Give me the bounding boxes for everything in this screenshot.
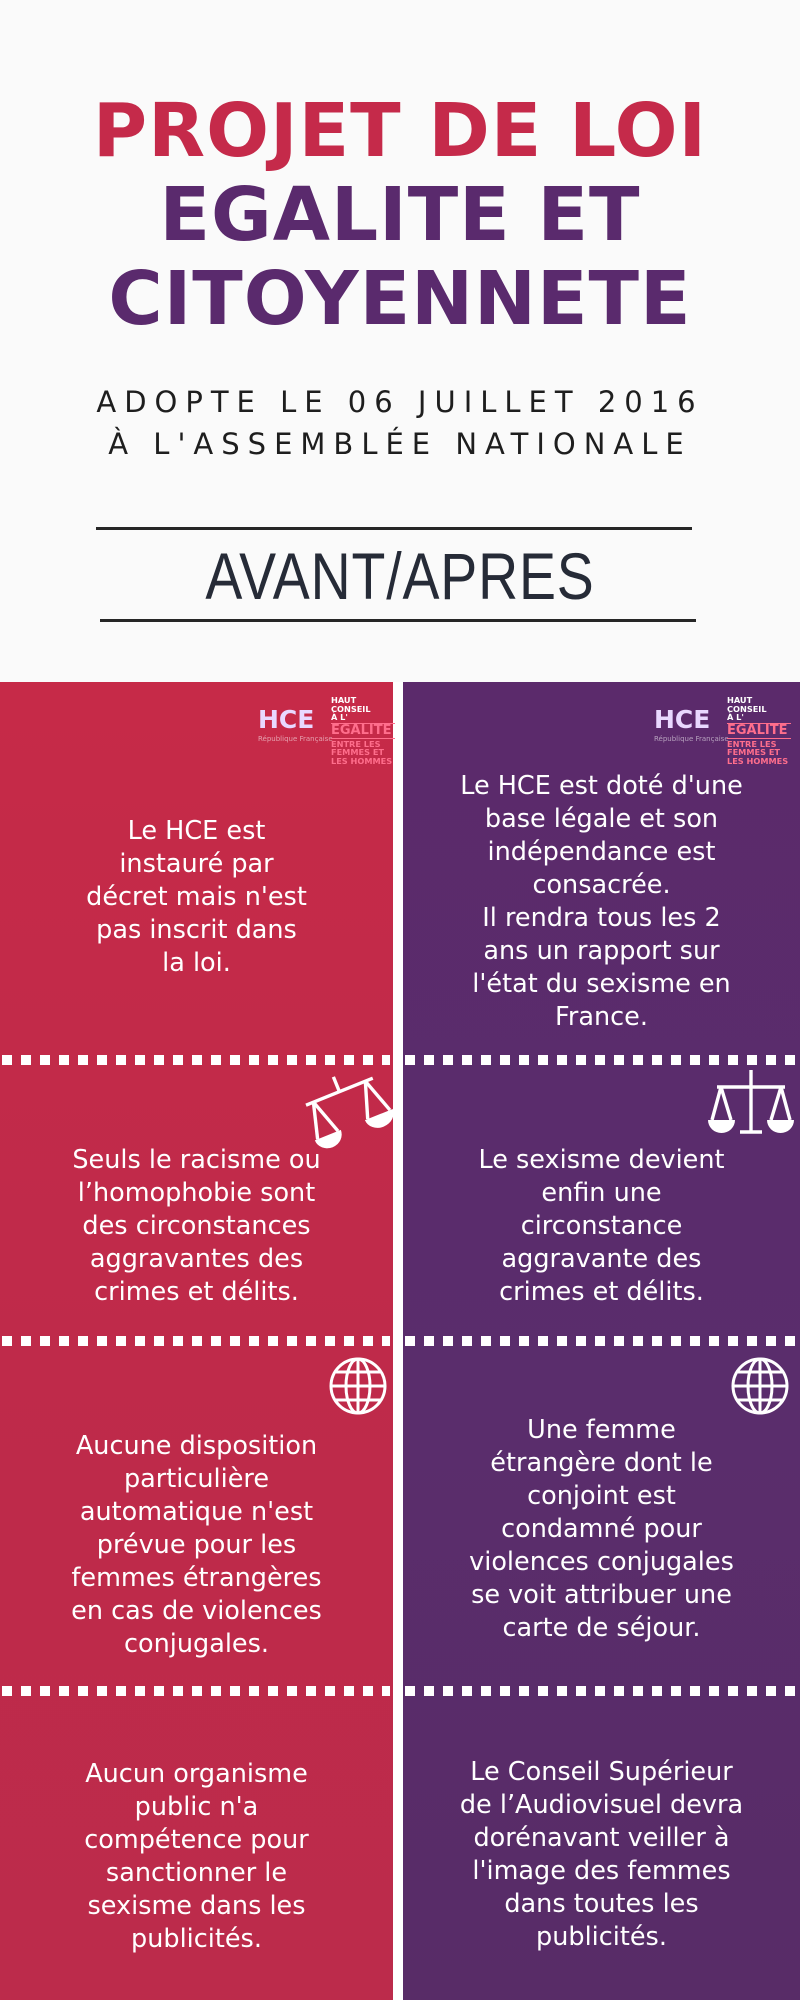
after-text-foreign-women: Une femme étrangère dont le conjoint est condamné pour violences conjugales se voit attribuer une carte de séjour. (469, 1415, 734, 1643)
globe-icon (328, 1356, 388, 1416)
divider-bottom (100, 619, 696, 622)
before-text-foreign-women: Aucune disposition particulière automatique n'est prévue pour les femmes étrangères en cas de violences conjugales. (71, 1431, 322, 1659)
after-text-advertising: Le Conseil Supérieur de l’Audiovisuel devra dorénavant veiller à l'image des femmes dans toutes les publicités. (459, 1757, 744, 1952)
hce-logo-abbr: HCE (258, 705, 315, 734)
before-text-hce: Le HCE est instauré par décret mais n'est pas inscrit dans la loi. (86, 816, 307, 978)
hce-logo-text: HAUT CONSEIL À L' EGALITE ENTRE LES FEMMES ET LES HOMMES (727, 696, 791, 765)
subtitle-line-1: ADOPTE LE 06 JUILLET 2016 (96, 385, 704, 419)
title-line-1: PROJET DE LOI (92, 88, 708, 174)
title-line-2: EGALITE ET (159, 172, 641, 258)
row-separator-right (405, 1336, 797, 1346)
before-text-advertising: Aucun organisme public n'a compétence pour sanctionner le sexisme dans les publicités. (84, 1759, 309, 1954)
before-text-aggravating: Seuls le racisme ou l’homophobie sont des circonstances aggravantes des crimes et délits. (72, 1145, 321, 1307)
column-gap (393, 682, 403, 2000)
row-separator-left (2, 1686, 390, 1696)
hce-logo-abbr: HCE (654, 705, 711, 734)
hce-logo (258, 686, 398, 766)
row-separator-left (2, 1336, 390, 1346)
divider-top (96, 527, 692, 530)
hce-logo (654, 686, 794, 766)
hce-logo-tagline: République Française (258, 735, 333, 743)
row-separator-right (405, 1686, 797, 1696)
subtitle-line-2: À L'ASSEMBLÉE NATIONALE (108, 427, 692, 461)
row-separator-right (405, 1055, 797, 1065)
hce-logo-text: HAUT CONSEIL À L' EGALITE ENTRE LES FEMMES ET LES HOMMES (331, 696, 395, 765)
hce-logo-tagline: République Française (654, 735, 729, 743)
after-text-aggravating: Le sexisme devient enfin une circonstance aggravante des crimes et délits. (478, 1145, 725, 1307)
header (0, 0, 800, 682)
row-separator-left (2, 1055, 390, 1065)
section-label: AVANT/APRES (205, 539, 595, 613)
globe-icon (730, 1356, 790, 1416)
balance-scale-icon (706, 1070, 796, 1150)
title-line-3: CITOYENNETE (108, 256, 692, 342)
after-text-hce: Le HCE est doté d'une base légale et son indépendance est consacrée. Il rendra tous les 2 ans un rapport sur l'état du sexisme en France. (460, 771, 743, 1032)
